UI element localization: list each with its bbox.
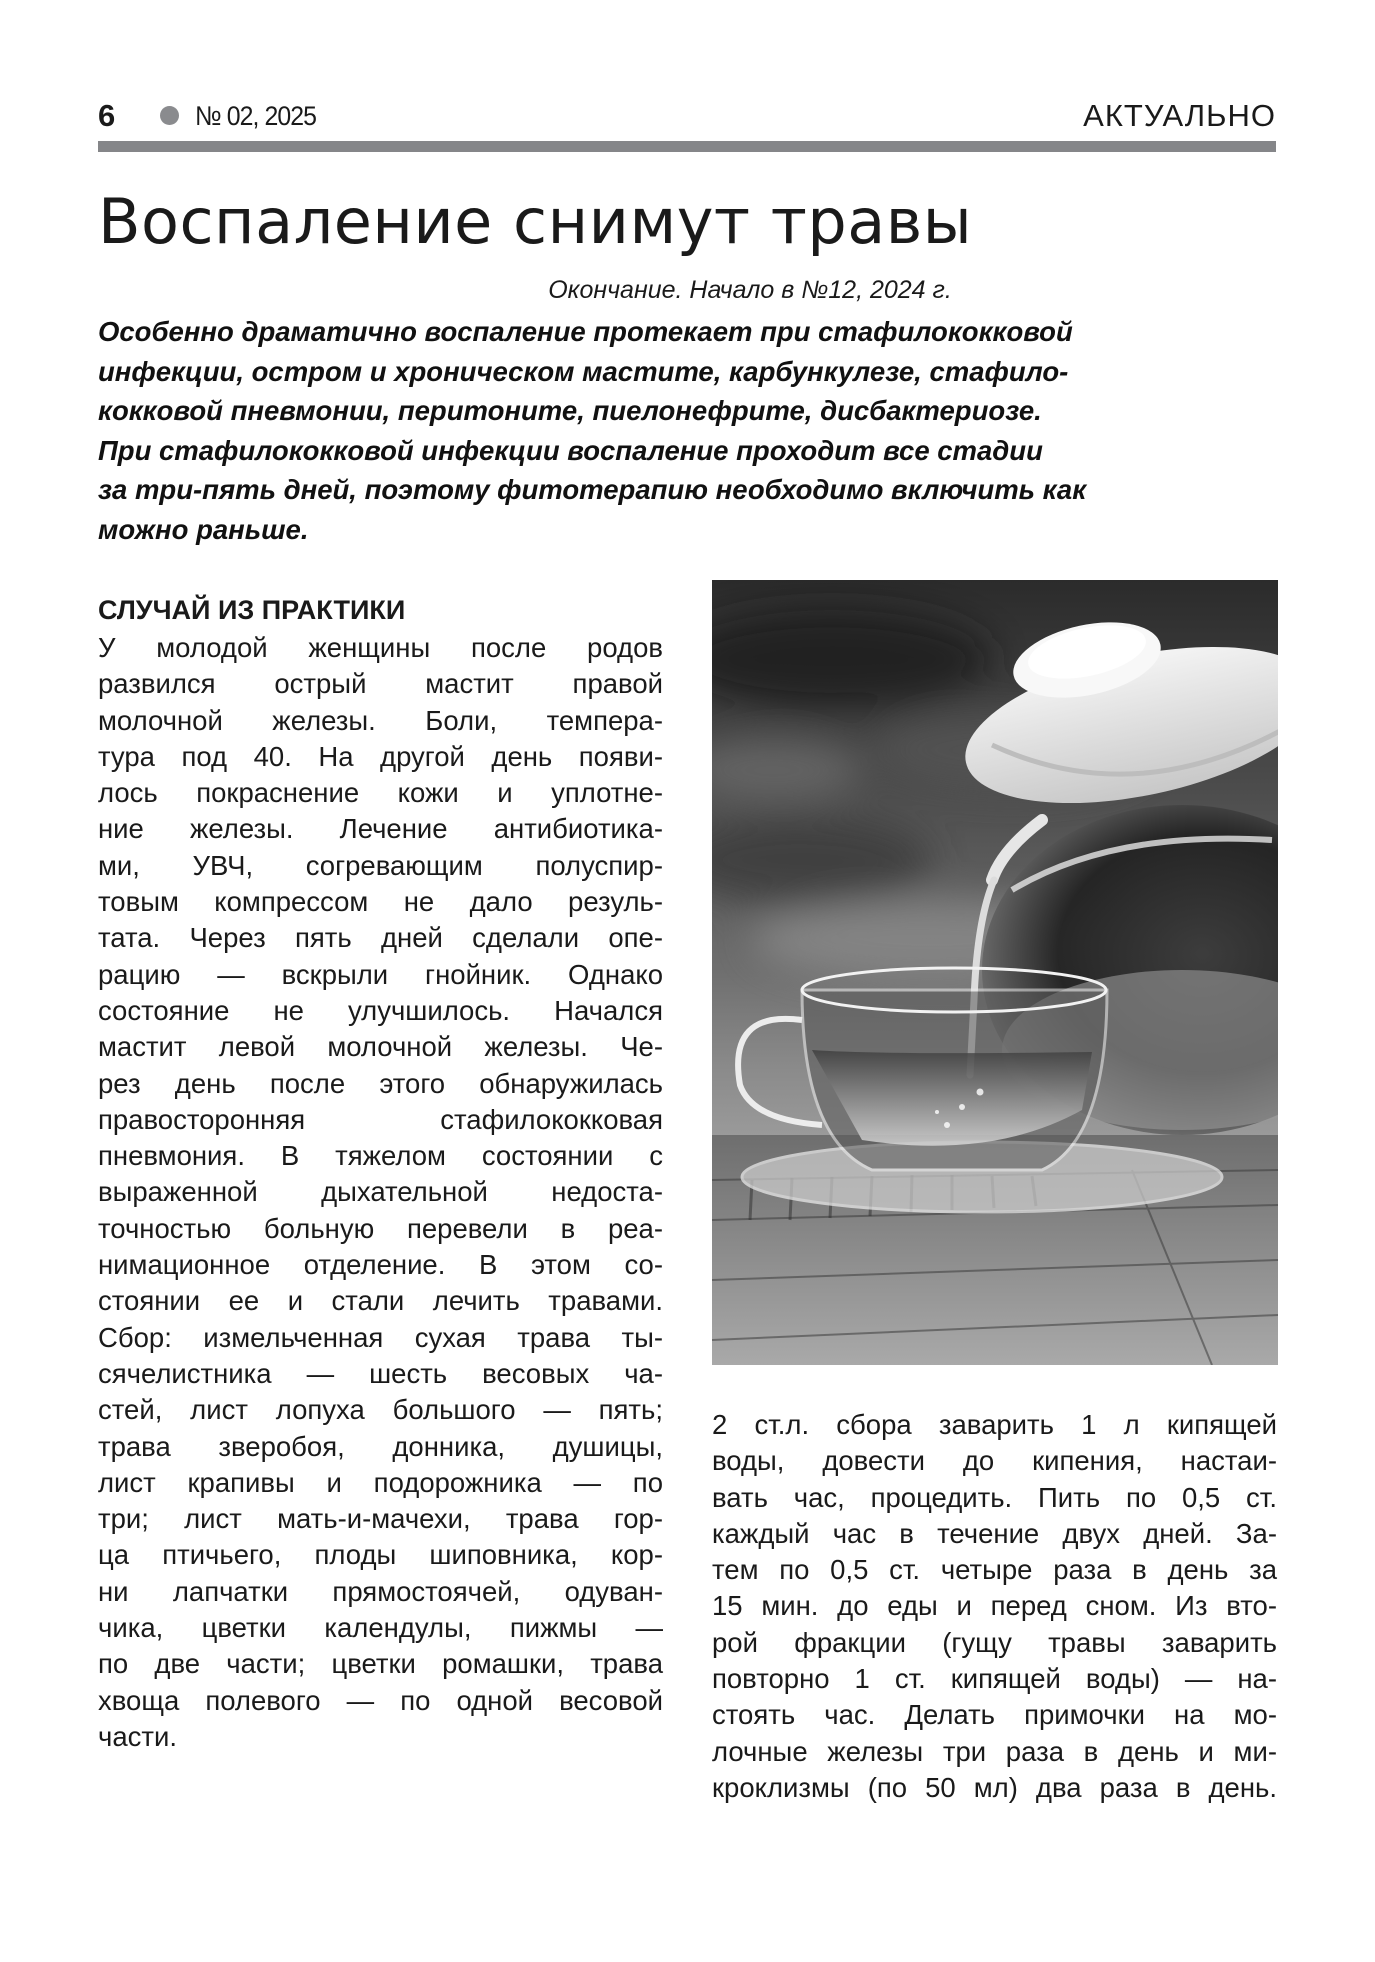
- text-line: чика, цветки календулы, пижмы —: [98, 1612, 663, 1644]
- continued-note: Окончание. Начало в №12, 2024 г.: [548, 276, 952, 304]
- text-line: развился острый мастит правой: [98, 668, 663, 700]
- text-line: выраженной дыхательной недоста-: [98, 1176, 663, 1208]
- text-line: ние железы. Лечение антибиотика-: [98, 813, 663, 845]
- text-line: три; лист мать-и-мачехи, трава гор-: [98, 1503, 663, 1535]
- glass-teapot-pouring-image: [712, 580, 1278, 1365]
- lead-line: можно раньше.: [98, 513, 309, 545]
- text-line: лось покраснение кожи и уплотне-: [98, 777, 663, 809]
- text-line: части.: [98, 1720, 177, 1752]
- text-line: состояние не улучшилось. Начался: [98, 994, 663, 1026]
- text-line: ца птичьего, плоды шиповника, кор-: [98, 1539, 663, 1571]
- article-lead: [98, 312, 1280, 549]
- issue-number: № 02, 2025: [195, 101, 317, 131]
- text-line: 15 мин. до еды и перед сном. Из вто-: [712, 1590, 1277, 1622]
- text-line: молочной железы. Боли, темпера-: [98, 704, 663, 736]
- text-line: нимационное отделение. В этом со-: [98, 1249, 663, 1281]
- lead-line: кокковой пневмонии, перитоните, пиелонефрите, дисбактериозе.: [98, 395, 1042, 426]
- section-subheading: СЛУЧАЙ ИЗ ПРАКТИКИ: [98, 595, 406, 625]
- lead-line: инфекции, остром и хроническом мастите, карбункулезе, стафило-: [98, 355, 1069, 387]
- lead-line: Особенно драматично воспаление протекает при стафилококковой: [98, 316, 1073, 347]
- header-rule: [98, 141, 1276, 152]
- page-number: 6: [98, 98, 116, 133]
- text-line: вать час, процедить. Пить по 0,5 ст.: [712, 1481, 1277, 1513]
- text-line: товым компрессом не дало резуль-: [98, 886, 663, 918]
- section-name: АКТУАЛЬНО: [1083, 98, 1276, 133]
- text-line: У молодой женщины после родов: [98, 632, 663, 663]
- lead-line: При стафилококковой инфекции воспаление проходит все стадии: [98, 434, 1043, 466]
- text-line: пневмония. В тяжелом состоянии с: [98, 1140, 663, 1172]
- text-line: хвоща полевого — по одной весовой: [98, 1684, 663, 1716]
- text-line: сячелистника — шесть весовых ча-: [98, 1357, 663, 1389]
- text-line: по две части; цветки ромашки, трава: [98, 1648, 663, 1680]
- bullet-dot-icon: [160, 106, 179, 125]
- teapot-cup-photo: [712, 580, 1278, 1365]
- text-line: воды, довести до кипения, настаи-: [712, 1445, 1277, 1477]
- text-line: рой фракции (гущу травы заварить: [712, 1626, 1277, 1658]
- text-line: стоять час. Делать примочки на мо-: [712, 1699, 1277, 1731]
- text-line: кроклизмы (по 50 мл) два раза в день.: [712, 1771, 1277, 1803]
- text-line: мастит левой молочной железы. Че-: [98, 1031, 663, 1063]
- text-line: 2 ст.л. сбора заварить 1 л кипящей: [712, 1409, 1277, 1440]
- text-line: ни лапчатки прямостоячей, одуван-: [98, 1575, 663, 1607]
- text-line: рез день после этого обнаружилась: [98, 1067, 663, 1099]
- right-column-text: [712, 1407, 1277, 1806]
- article-title: Воспаление снимут травы: [98, 185, 973, 258]
- text-line: тата. Через пять дней сделали опе-: [98, 922, 663, 954]
- lead-line: за три-пять дней, поэтому фитотерапию необходимо включить как: [98, 474, 1087, 505]
- text-line: рацию — вскрыли гнойник. Однако: [98, 958, 663, 990]
- text-line: тем по 0,5 ст. четыре раза в день за: [712, 1554, 1277, 1586]
- left-column-text: [98, 630, 663, 1755]
- text-line: стоянии ее и стали лечить травами.: [98, 1285, 663, 1317]
- text-line: Сбор: измельченная сухая трава ты-: [98, 1321, 663, 1353]
- text-line: точностью больную перевели в реа-: [98, 1212, 663, 1244]
- text-line: лист крапивы и подорожника — по: [98, 1466, 663, 1498]
- text-line: ми, УВЧ, согревающим полуспир-: [98, 849, 663, 881]
- text-line: лочные железы три раза в день и ми-: [712, 1735, 1277, 1767]
- page-header: [98, 96, 1276, 136]
- text-line: трава зверобоя, донника, душицы,: [98, 1430, 663, 1462]
- text-line: стей, лист лопуха большого — пять;: [98, 1394, 663, 1426]
- text-line: каждый час в течение двух дней. За-: [712, 1517, 1277, 1549]
- text-line: правосторонняя стафилококковая: [98, 1103, 663, 1135]
- text-line: тура под 40. На другой день появи-: [98, 740, 663, 772]
- text-line: повторно 1 ст. кипящей воды) — на-: [712, 1663, 1277, 1695]
